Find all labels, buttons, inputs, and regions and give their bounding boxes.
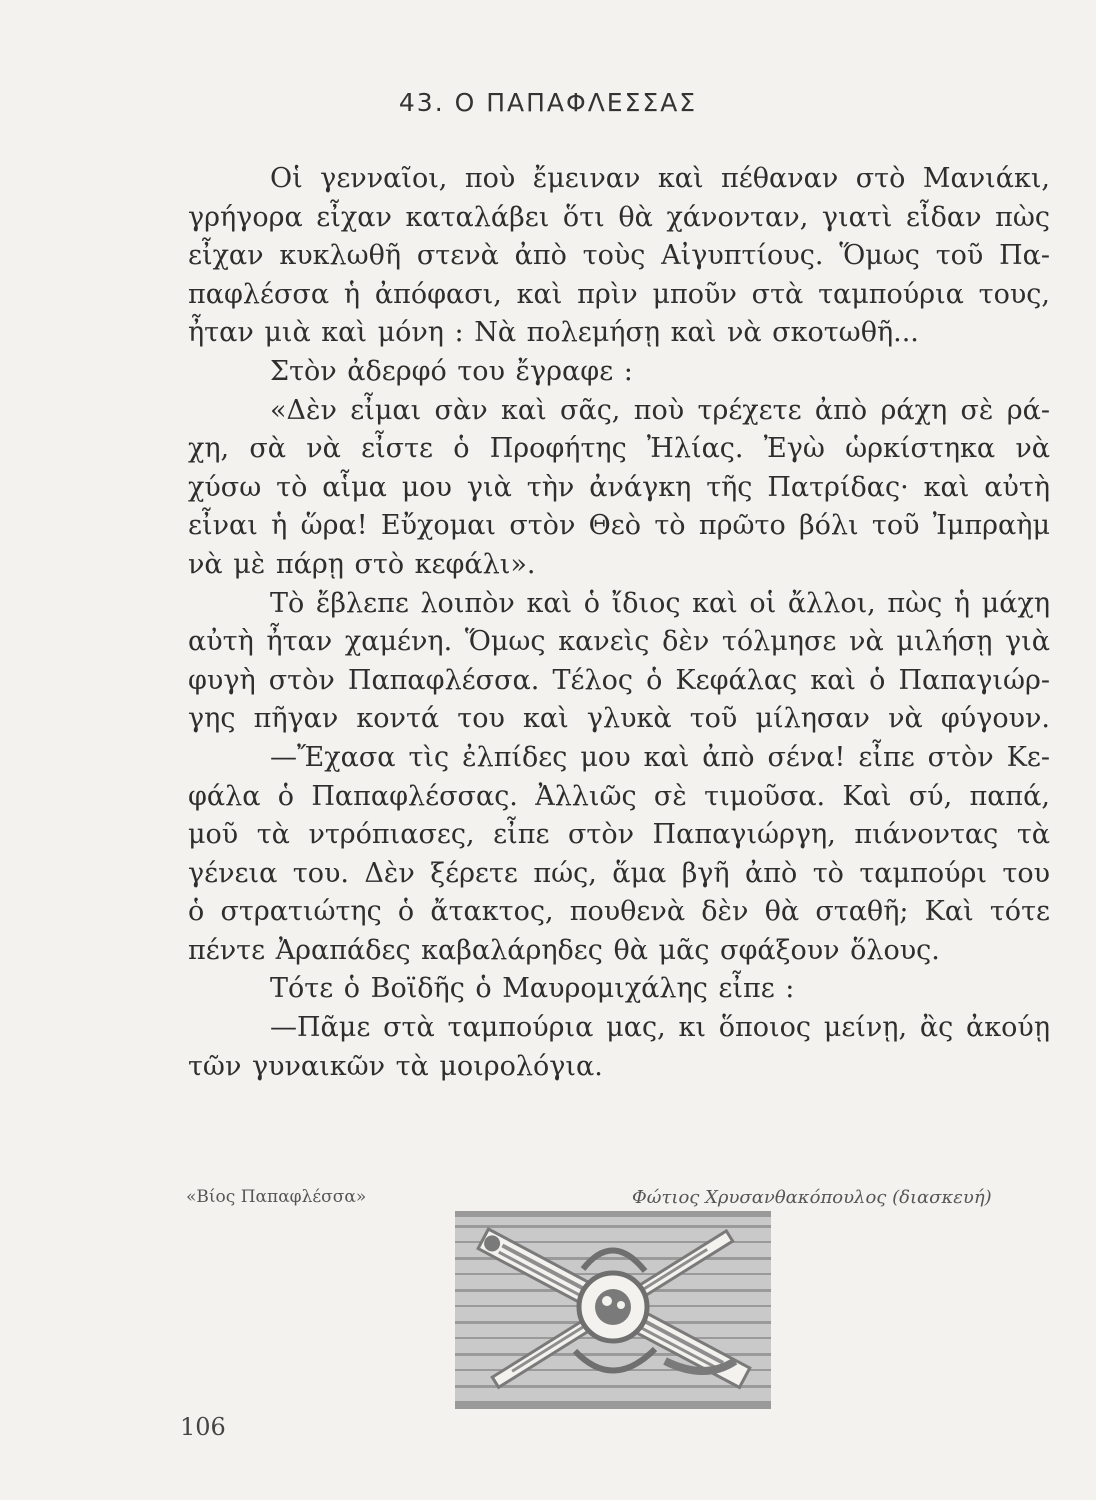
- source-author: Φώτιος Χρυσανθακόπουλος (διασκευή): [632, 1187, 992, 1208]
- text-line: φυγὴ στὸν Παπαφλέσσα. Τέλος ὁ Κεφάλας καὶ ὁ Παπαγιώρ-: [188, 664, 1050, 696]
- text-line: —Πᾶμε στὰ ταμπούρια μας, κι ὅποιος μείνῃ, ἂς ἀκούῃ: [270, 1012, 1050, 1044]
- text-line: Στὸν ἀδερφό του ἔγραφε :: [270, 355, 633, 387]
- text-line: γρήγορα εἶχαν καταλάβει ὅτι θὰ χάνονταν, γιατὶ εἶδαν πὼς: [188, 201, 1050, 233]
- text-line: εἶχαν κυκλωθῆ στενὰ ἀπὸ τοὺς Αἰγυπτίους. Ὅμως τοῦ Πα-: [188, 240, 1050, 272]
- text-line: γης πῆγαν κοντά του καὶ γλυκὰ τοῦ μίλησαν νὰ φύγουν.: [188, 703, 1050, 735]
- text-line: τῶν γυναικῶν τὰ μοιρολόγια.: [188, 1050, 603, 1082]
- text-line: χη, σὰ νὰ εἶστε ὁ Προφήτης Ἠλίας. Ἐγὼ ὡρκίστηκα νὰ: [188, 433, 1050, 465]
- text-line: νὰ μὲ πάρῃ στὸ κεφάλι».: [188, 548, 536, 580]
- chapter-title: 43. Ο ΠΑΠΑΦΛΕΣΣΑΣ: [398, 88, 698, 117]
- page-number: 106: [180, 1413, 226, 1441]
- text-line: ὁ στρατιώτης ὁ ἄτακτος, πουθενὰ δὲν θὰ σταθῆ; Καὶ τότε: [188, 896, 1050, 928]
- text-line: γένεια του. Δὲν ξέρετε πώς, ἅμα βγῆ ἀπὸ τὸ ταμπούρι του: [188, 857, 1050, 889]
- text-line: παφλέσσα ἡ ἀπόφασι, καὶ πρὶν μποῦν στὰ ταμπούρια τους,: [188, 278, 1050, 310]
- text-line: χύσω τὸ αἷμα μου γιὰ τὴν ἀνάγκη τῆς Πατρίδας· καὶ αὐτὴ: [188, 471, 1050, 503]
- text-line: φάλα ὁ Παπαφλέσσας. Ἀλλιῶς σὲ τιμοῦσα. Καὶ σύ, παπά,: [188, 780, 1050, 812]
- text-line: Οἱ γενναῖοι, ποὺ ἔμειναν καὶ πέθαναν στὸ Μανιάκι,: [270, 163, 1050, 194]
- source-work-title: «Βίος Παπαφλέσσα»: [186, 1187, 367, 1207]
- text-line: πέντε Ἀραπάδες καβαλάρηδες θὰ μᾶς σφάξουν ὅλους.: [188, 934, 940, 966]
- text-line: αὐτὴ ἦταν χαμένη. Ὅμως κανεὶς δὲν τόλμησε νὰ μιλήσῃ γιὰ: [188, 626, 1050, 658]
- crossed-weapons-woodcut-icon: [455, 1211, 771, 1409]
- text-line: Τότε ὁ Βοϊδῆς ὁ Μαυρομιχάλης εἶπε :: [270, 973, 795, 1005]
- text-line: Τὸ ἔβλεπε λοιπὸν καὶ ὁ ἴδιος καὶ οἱ ἄλλοι, πὼς ἡ μάχη: [270, 587, 1050, 619]
- text-line: ἦταν μιὰ καὶ μόνη : Νὰ πολεμήσῃ καὶ νὰ σκοτωθῆ...: [188, 317, 919, 349]
- body-text: [188, 160, 1050, 1086]
- text-line: μοῦ τὰ ντρόπιασες, εἶπε στὸν Παπαγιώργη, πιάνοντας τὰ: [188, 819, 1050, 851]
- text-line: εἶναι ἡ ὥρα! Εὔχομαι στὸν Θεὸ τὸ πρῶτο βόλι τοῦ Ἰμπραὴμ: [188, 510, 1050, 542]
- text-line: —Ἔχασα τὶς ἐλπίδες μου καὶ ἀπὸ σένα! εἶπε στὸν Κε-: [270, 741, 1050, 773]
- text-line: «Δὲν εἶμαι σὰν καὶ σᾶς, ποὺ τρέχετε ἀπὸ ράχη σὲ ρά-: [270, 394, 1050, 426]
